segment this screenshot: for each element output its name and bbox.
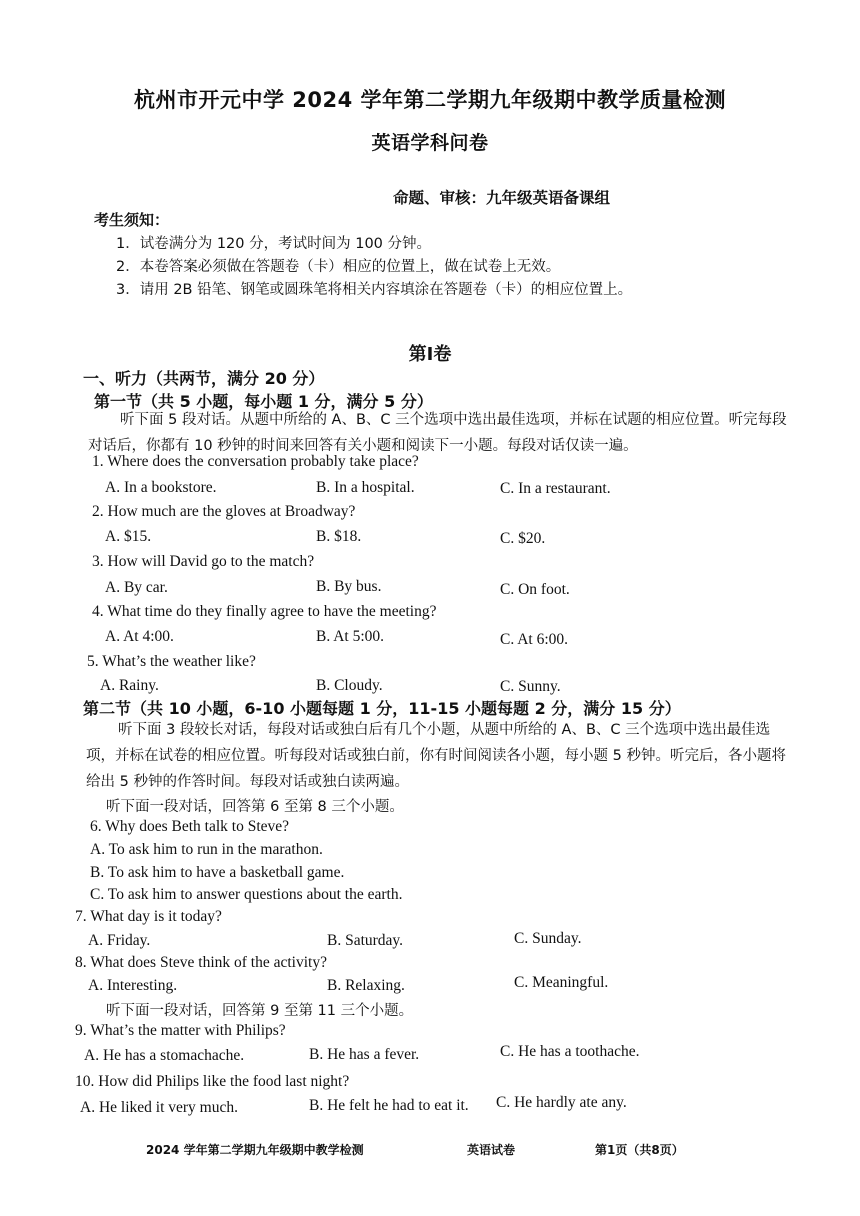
option-c: C. He has a toothache. <box>500 1043 640 1060</box>
exam-title: 杭州市开元中学 2024 学年第二学期九年级期中教学质量检测 <box>133 88 727 112</box>
option-a: A. Interesting. <box>88 977 178 994</box>
exam-subtitle: 英语学科问卷 <box>371 132 489 154</box>
option-c: C. $20. <box>500 530 546 547</box>
option-b: B. In a hospital. <box>316 479 415 496</box>
option-c: C. At 6:00. <box>500 631 569 648</box>
question-stem: 8. What does Steve think of the activity? <box>75 954 327 971</box>
option-c: C. He hardly ate any. <box>496 1094 627 1111</box>
option-a: A. He liked it very much. <box>80 1099 238 1116</box>
option-c: C. Meaningful. <box>514 974 609 991</box>
notice-heading: 考生须知： <box>94 211 170 229</box>
question-stem: 7. What day is it today? <box>75 908 222 925</box>
author-line: 命题、审核：九年级英语备课组 <box>393 189 611 207</box>
option-a: A. By car. <box>105 579 168 596</box>
footer-subject: 英语试卷 <box>467 1143 516 1157</box>
part1-heading: 一、听力（共两节，满分 20 分） <box>83 369 325 388</box>
option-c: C. On foot. <box>500 581 570 598</box>
option-a: A. $15. <box>105 528 152 545</box>
question-stem: 5. What’s the weather like? <box>87 653 256 670</box>
option-a: A. At 4:00. <box>105 628 174 645</box>
option-c: C. In a restaurant. <box>500 480 611 497</box>
question-stem: 1. Where does the conversation probably take place? <box>92 453 419 470</box>
question-stem: 6. Why does Beth talk to Steve? <box>90 818 290 835</box>
option-a: A. In a bookstore. <box>105 479 217 496</box>
option-c: C. Sunday. <box>514 930 582 947</box>
subsection-instruction: 听下面一段对话，回答第 6 至第 8 三个小题。 <box>106 799 404 815</box>
question-stem: 3. How will David go to the match? <box>92 553 315 570</box>
option-b: B. Cloudy. <box>316 677 383 694</box>
option-b: B. To ask him to have a basketball game. <box>90 864 345 881</box>
option-c: C. To ask him to answer questions about the earth. <box>90 886 403 903</box>
section2-heading: 第二节（共 10 小题，6-10 小题每题 1 分，11-15 小题每题 2 分，满分 15 分） <box>83 699 681 718</box>
question-stem: 9. What’s the matter with Philips? <box>75 1022 286 1039</box>
notice-item: 1．试卷满分为 120 分，考试时间为 100 分钟。 <box>116 236 432 252</box>
subsection-instruction: 听下面一段对话，回答第 9 至第 11 三个小题。 <box>106 1003 414 1019</box>
section1-heading: 第一节（共 5 小题，每小题 1 分，满分 5 分） <box>94 392 433 411</box>
section2-instruction: 听下面 3 段较长对话，每段对话或独白后有几个小题，从题中所给的 A、B、C 三个选项中选出最佳选项，并标在试卷的相应位置。听每段对话或独白前，你有时间阅读各小题，每小题 5 秒钟。听完后，各小题将给出 5 秒钟的作答时间。每段对话或独白读两遍。 <box>86 722 786 790</box>
option-a: A. To ask him to run in the marathon. <box>90 841 323 858</box>
option-a: A. He has a stomachache. <box>84 1047 245 1064</box>
notice-item: 3．请用 2B 铅笔、钢笔或圆珠笔将相关内容填涂在答题卷（卡）的相应位置上。 <box>116 282 633 298</box>
option-b: B. $18. <box>316 528 362 545</box>
option-b: B. Relaxing. <box>327 977 405 994</box>
option-b: B. He felt he had to eat it. <box>309 1097 469 1114</box>
question-stem: 10. How did Philips like the food last night? <box>75 1073 350 1090</box>
option-b: B. By bus. <box>316 578 382 595</box>
volume-heading: 第Ⅰ卷 <box>408 344 452 365</box>
option-b: B. At 5:00. <box>316 628 385 645</box>
question-stem: 2. How much are the gloves at Broadway? <box>92 503 356 520</box>
notice-item: 2．本卷答案必须做在答题卷（卡）相应的位置上，做在试卷上无效。 <box>116 259 561 275</box>
option-b: B. Saturday. <box>327 932 404 949</box>
option-a: A. Rainy. <box>100 677 159 694</box>
question-stem: 4. What time do they finally agree to have the meeting? <box>92 603 437 620</box>
option-a: A. Friday. <box>88 932 151 949</box>
footer-page-number: 第1页（共8页） <box>595 1143 684 1157</box>
option-c: C. Sunny. <box>500 678 561 695</box>
option-b: B. He has a fever. <box>309 1046 420 1063</box>
section1-instruction: 听下面 5 段对话。从题中所给的 A、B、C 三个选项中选出最佳选项，并标在试题的相应位置。听完每段对话后，你都有 10 秒钟的时间来回答有关小题和阅读下一小题。每段对话仅读一遍。 <box>88 412 787 454</box>
footer-exam-name: 2024 学年第二学期九年级期中教学检测 <box>146 1143 364 1157</box>
